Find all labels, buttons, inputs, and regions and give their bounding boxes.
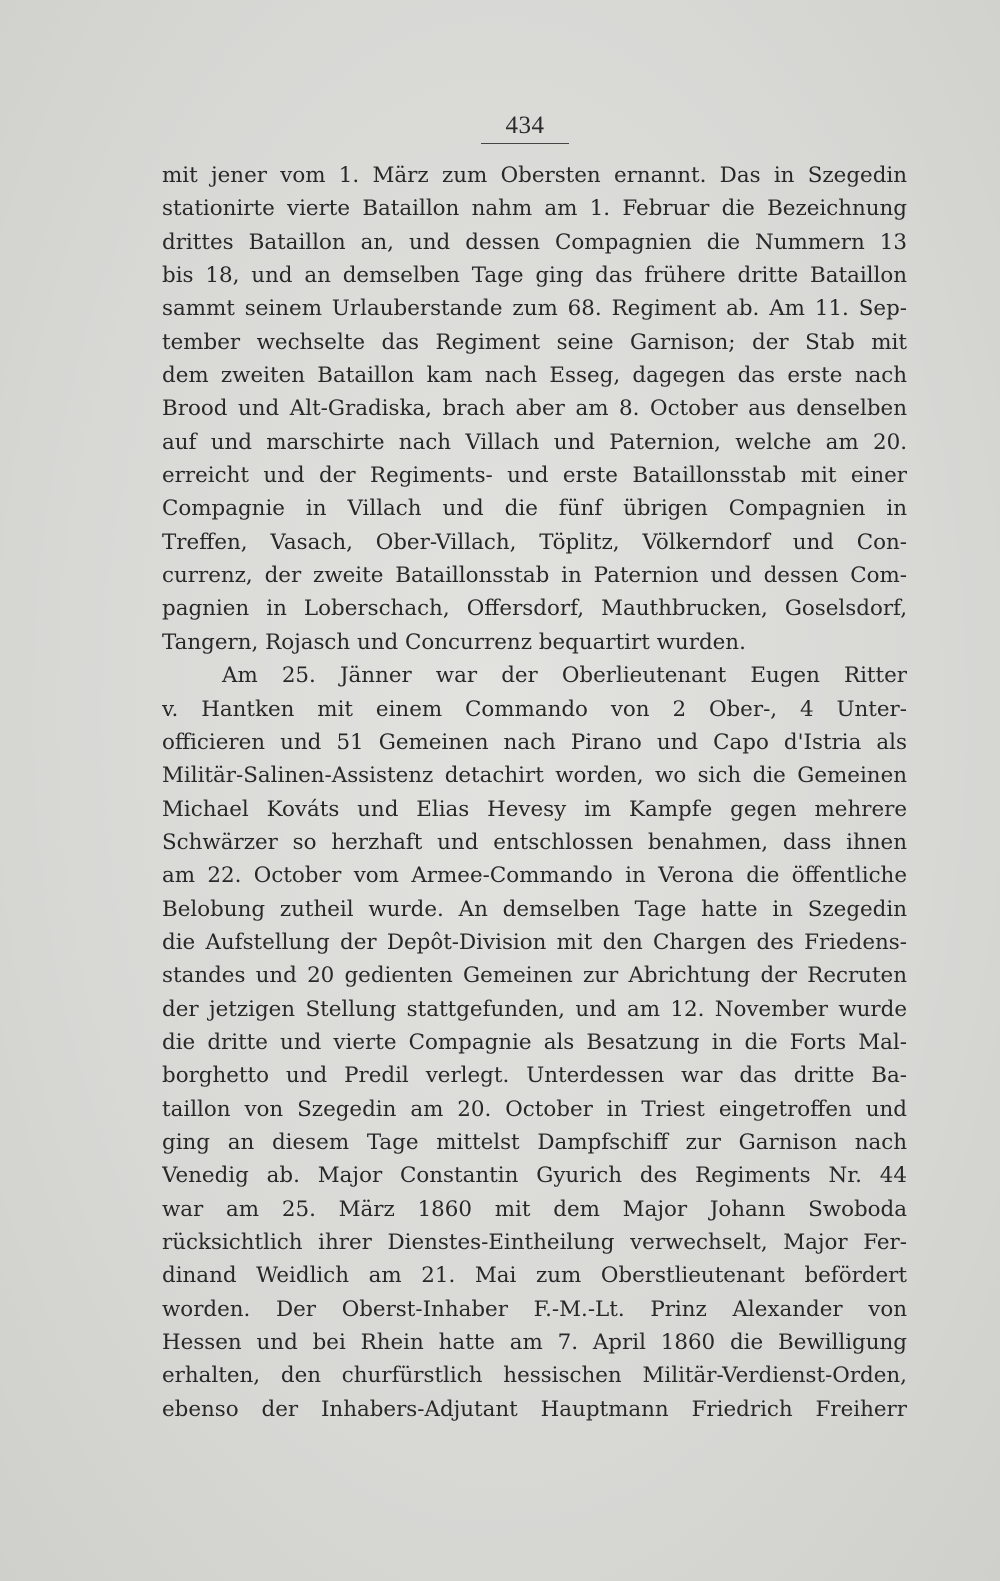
text-line: am 22. October vom Armee-Commando in Verona die öffentliche [162, 863, 907, 889]
body-text [162, 159, 907, 1426]
text-line: Tangern, Rojasch und Concurrenz bequartirt wurden. [162, 629, 746, 655]
text-line: worden. Der Oberst-Inhaber F.-M.-Lt. Prinz Alexander von [162, 1296, 907, 1322]
text-line: currenz, der zweite Bataillonsstab in Paternion und dessen Com- [162, 563, 907, 589]
text-line: Venedig ab. Major Constantin Gyurich des Regiments Nr. 44 [162, 1163, 907, 1189]
text-line: mit jener vom 1. März zum Obersten ernannt. Das in Szegedin [162, 163, 907, 188]
text-line: war am 25. März 1860 mit dem Major Johann Swoboda [162, 1196, 907, 1222]
text-line: sammt seinem Urlauberstande zum 68. Regiment ab. Am 11. Sep- [162, 296, 907, 322]
text-line: Schwärzer so herzhaft und entschlossen benahmen, dass ihnen [162, 829, 907, 855]
text-line: Militär-Salinen-Assistenz detachirt worden, wo sich die Gemeinen [162, 763, 907, 789]
text-line: die Aufstellung der Depôt-Division mit den Chargen des Friedens- [162, 929, 907, 955]
text-line: officieren und 51 Gemeinen nach Pirano und Capo d'Istria als [162, 729, 907, 755]
text-line: Belobung zutheil wurde. An demselben Tage hatte in Szegedin [162, 896, 907, 922]
text-line: bis 18, und an demselben Tage ging das frühere dritte Bataillon [162, 263, 907, 289]
text-line: auf und marschirte nach Villach und Paternion, welche am 20. [162, 429, 907, 455]
text-line: tember wechselte das Regiment seine Garnison; der Stab mit [162, 329, 907, 355]
text-line: dem zweiten Bataillon kam nach Esseg, dagegen das erste nach [162, 363, 907, 389]
text-line: Hessen und bei Rhein hatte am 7. April 1860 die Bewilligung [162, 1330, 907, 1356]
text-line: Brood und Alt-Gradiska, brach aber am 8. October aus denselben [162, 396, 907, 422]
text-line: ging an diesem Tage mittelst Dampfschiff zur Garnison nach [162, 1129, 907, 1155]
text-line: pagnien in Loberschach, Offersdorf, Mauthbrucken, Goselsdorf, [162, 596, 907, 622]
text-line: erhalten, den churfürstlich hessischen Militär-Verdienst-Orden, [162, 1363, 907, 1389]
page-number-rule [481, 143, 569, 144]
text-line: die dritte und vierte Compagnie als Besatzung in die Forts Mal- [162, 1029, 907, 1055]
page-number: 434 [505, 112, 545, 139]
text-line: der jetzigen Stellung stattgefunden, und am 12. November wurde [162, 996, 907, 1022]
text-line: Michael Kováts und Elias Hevesy im Kampfe gegen mehrere [162, 796, 907, 822]
text-line: Treffen, Vasach, Ober-Villach, Töplitz, Völkerndorf und Con- [162, 529, 907, 555]
text-line: taillon von Szegedin am 20. October in Triest eingetroffen und [162, 1096, 907, 1122]
text-line: drittes Bataillon an, und dessen Compagnien die Nummern 13 [162, 229, 907, 255]
text-line: v. Hantken mit einem Commando von 2 Ober-, 4 Unter- [162, 696, 907, 722]
text-line: standes und 20 gedienten Gemeinen zur Abrichtung der Recruten [162, 963, 907, 989]
text-line: dinand Weidlich am 21. Mai zum Oberstlieutenant befördert [162, 1263, 907, 1289]
text-line: Compagnie in Villach und die fünf übrigen Compagnien in [162, 496, 907, 522]
text-line: stationirte vierte Bataillon nahm am 1. Februar die Bezeichnung [162, 196, 907, 222]
text-line: Am 25. Jänner war der Oberlieutenant Eugen Ritter [222, 663, 907, 689]
text-line: erreicht und der Regiments- und erste Bataillonsstab mit einer [162, 463, 907, 489]
text-line: borghetto und Predil verlegt. Unterdessen war das dritte Ba- [162, 1063, 907, 1089]
text-line: rücksichtlich ihrer Dienstes-Eintheilung verwechselt, Major Fer- [162, 1230, 907, 1255]
text-line: ebenso der Inhabers-Adjutant Hauptmann Friedrich Freiherr [162, 1396, 907, 1422]
